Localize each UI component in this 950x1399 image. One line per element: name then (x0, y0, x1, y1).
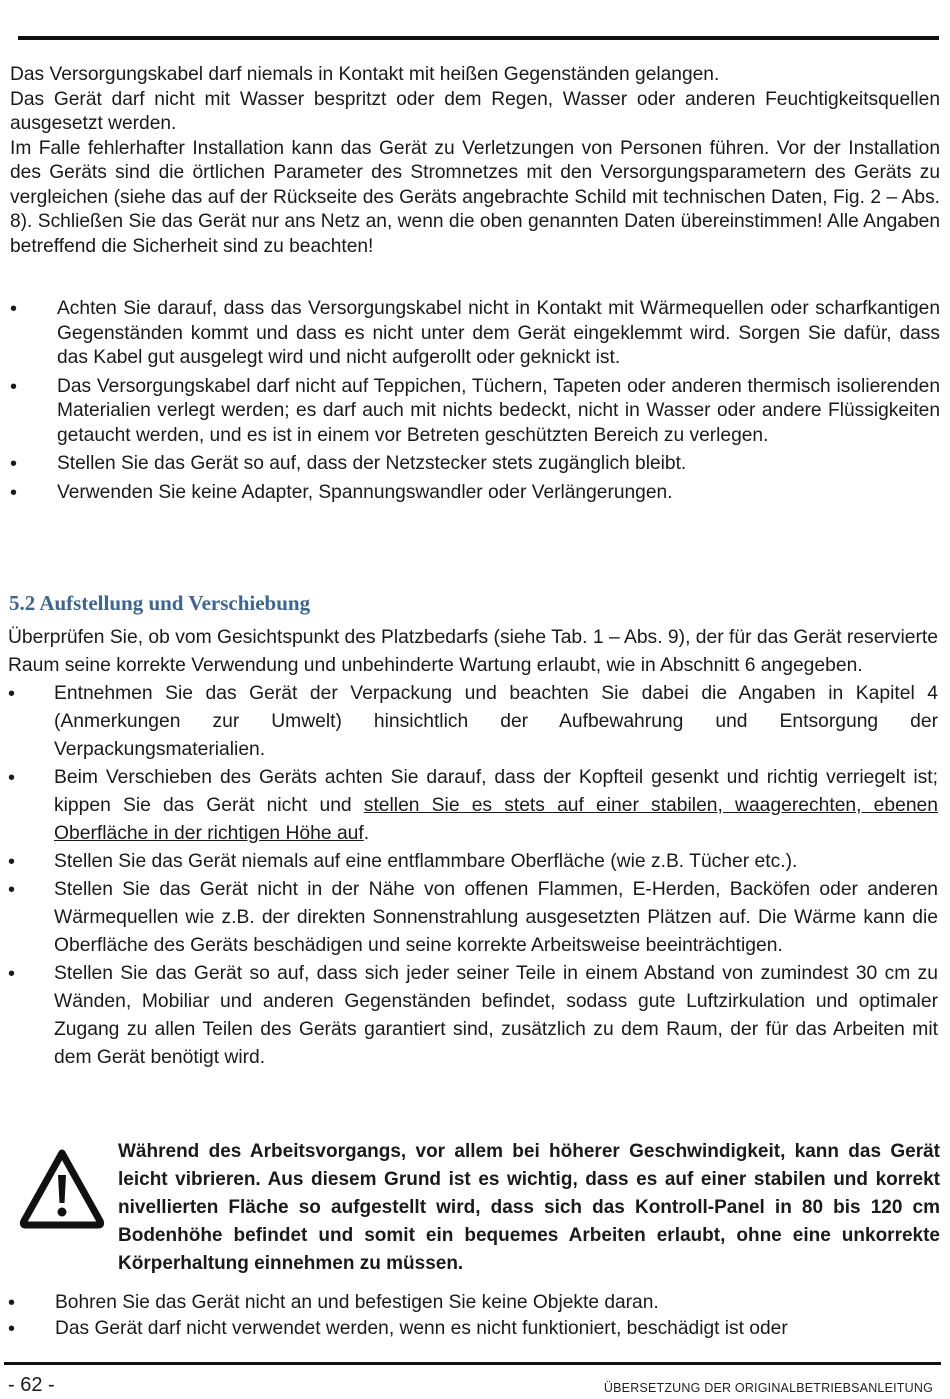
paragraph: Das Gerät darf nicht mit Wasser bespritzt oder dem Regen, Wasser oder anderen Feuchtigkeitsquellen ausgesetzt werden. (10, 88, 940, 134)
list-item: • Stellen Sie das Gerät nicht in der Nähe von offenen Flammen, E-Herden, Backöfen oder anderen Wärmequellen wie z.B. der direkten Sonnenstrahlung ausgesetzten Plätzen auf. Die Wärme kann die Oberfläche des Geräts beschädigen und seine korrekte Arbeitsweise beeinträchtigen. (8, 876, 938, 960)
list-item: • Achten Sie darauf, dass das Versorgungskabel nicht in Kontakt mit Wärmequellen oder scharfkantigen Gegenständen kommt und dass es nicht unter dem Gerät eingeklemmt wird. Sorgen Sie dafür, dass das Kabel gut ausgelegt wird und nicht aufgerollt oder geknickt ist. (10, 297, 940, 371)
warning-text: Während des Arbeitsvorgangs, vor allem bei höherer Geschwindigkeit, kann das Gerät leicht vibrieren. Aus diesem Grund ist es wichtig, dass es auf einer stabilen und korrekt nivellierten Fläche so aufgestellt wird, dass sich das Kontroll-Panel in 80 bis 120 cm Bodenhöhe befindet und somit ein bequemes Arbeiten erlaubt, ohne eine unkorrekte Körperhaltung einnehmen zu müssen. (118, 1141, 940, 1274)
footer-rule (4, 1362, 941, 1365)
list-item: • Stellen Sie das Gerät so auf, dass sich jeder seiner Teile in einem Abstand von zumindest 30 cm zu Wänden, Mobiliar und anderen Gegenständen befindet, sodass gute Luftzirkulation und optimaler Zugang zu allen Teilen des Geräts garantiert sind, zusätzlich zu dem Raum, der für das Arbeiten mit dem Gerät benötigt wird. (8, 960, 938, 1072)
footer-title: ÜBERSETZUNG DER ORIGINALBETRIEBSANLEITUNG (603, 1381, 933, 1395)
section-heading: 5.2 Aufstellung und Verschiebung (9, 591, 311, 615)
section-intro: Überprüfen Sie, ob vom Gesichtspunkt des Platzbedarfs (siehe Tab. 1 – Abs. 9), der für das Gerät reservierte Raum seine korrekte Verwendung und unbehinderte Wartung erlaubt, wie in Abschnitt 6 angegeben. (8, 627, 938, 676)
section-body (8, 624, 938, 1072)
header-rule (18, 36, 939, 40)
warning-triangle-icon (18, 1147, 106, 1230)
list-item: • Das Versorgungskabel darf nicht auf Teppichen, Tüchern, Tapeten oder anderen thermisch isolierenden Materialien verlegt werden; es darf auch mit nichts bedeckt, nicht in Wasser oder andere Flüssigkeiten getaucht werden, und es ist in einem vor Betreten geschützten Bereich zu verlegen. (10, 375, 940, 449)
list-item-end: . (363, 823, 370, 844)
paragraph: Das Versorgungskabel darf niemals in Kontakt mit heißen Gegenständen gelangen. (10, 64, 720, 85)
continued-bullet-list (8, 1290, 940, 1342)
paragraph: Im Falle fehlerhafter Installation kann das Gerät zu Verletzungen von Personen führen. Vor der Installation des Geräts sind die örtlichen Parameter des Stromnetzes mit den Versorgungsparametern des Geräts zu vergleichen (siehe das auf der Rückseite des Geräts angebrachte Schild mit technischen Daten, Fig. 2 – Abs. 8). Schließen Sie das Gerät nur ans Netz an, wenn die oben genannten Daten übereinstimmen! Alle Angaben betreffend die Sicherheit sind zu beachten! (10, 137, 940, 257)
page-number: - 62 - (8, 1374, 55, 1396)
intro-text (10, 63, 940, 259)
underlined-text: stellen Sie es stets auf einer stabilen, waagerechten, ebenen Oberfläche in der richtigen Höhe auf (54, 795, 938, 844)
list-item: • Entnehmen Sie das Gerät der Verpackung und beachten Sie dabei die Angaben in Kapitel 4 (Anmerkungen zur Umwelt) hinsichtlich der Aufbewahrung und Entsorgung der Verpackungsmaterialien. (8, 680, 938, 764)
list-item: • Stellen Sie das Gerät niemals auf eine entflammbare Oberfläche (wie z.B. Tücher etc.). (8, 848, 938, 876)
list-item: • Verwenden Sie keine Adapter, Spannungswandler oder Verlängerungen. (10, 481, 940, 506)
safety-bullet-list (10, 297, 940, 509)
list-item-text: Beim Verschieben des Geräts achten Sie darauf, dass der Kopfteil gesenkt und richtig verriegelt ist; kippen Sie das Gerät nicht und (54, 767, 938, 816)
list-item: • Bohren Sie das Gerät nicht an und befestigen Sie keine Objekte daran. (8, 1290, 940, 1316)
list-item: • Stellen Sie das Gerät so auf, dass der Netzstecker stets zugänglich bleibt. (10, 452, 940, 477)
list-item (8, 764, 938, 848)
list-item: • Das Gerät darf nicht verwendet werden, wenn es nicht funktioniert, beschädigt ist oder (8, 1316, 940, 1342)
